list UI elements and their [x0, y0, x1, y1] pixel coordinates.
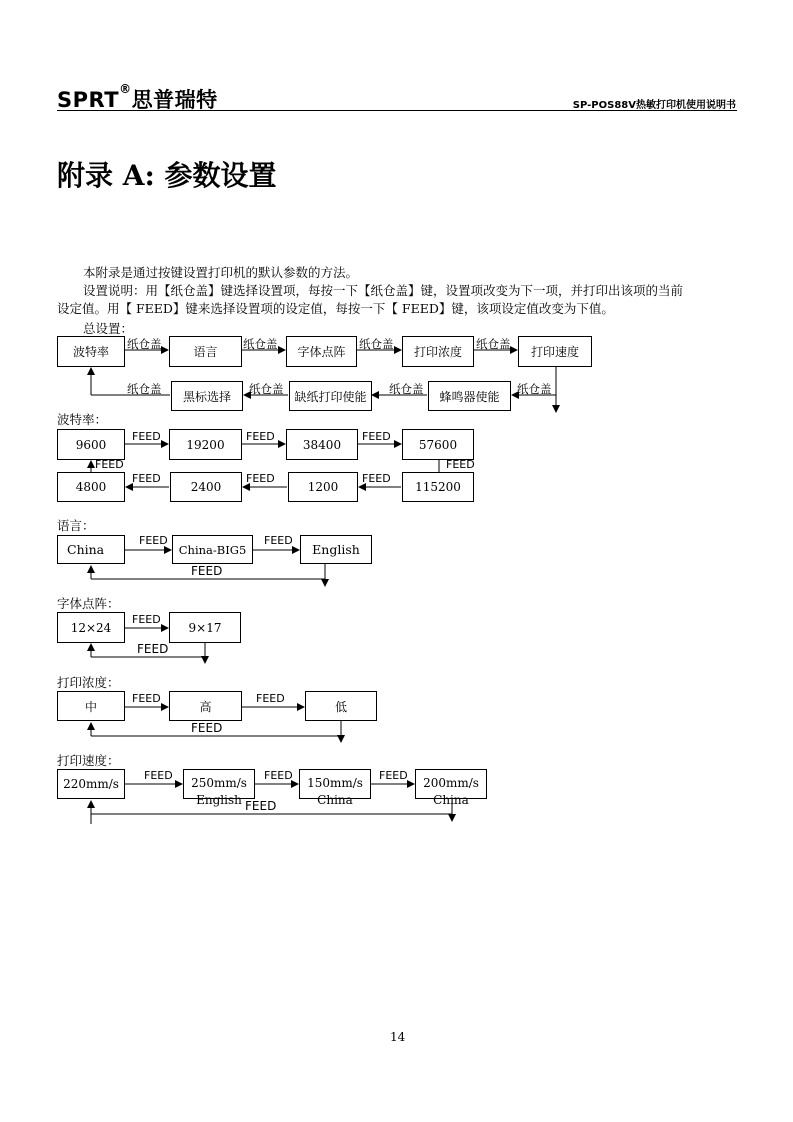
feed-label: FEED: [95, 458, 124, 471]
key-cover-label: 纸仓盖: [359, 337, 394, 351]
baud-38400-box: 38400: [286, 429, 358, 460]
density-high-box: 高: [169, 691, 242, 721]
speed-150-overflow-text: China: [317, 793, 353, 807]
feed-label: FEED: [132, 613, 161, 626]
speed-250-value: 250mm/s: [191, 776, 247, 790]
feed-label: FEED: [139, 534, 168, 547]
density-heading: 打印浓度：: [57, 675, 120, 690]
density-medium-box: 中: [57, 691, 125, 721]
feed-label: FEED: [246, 472, 275, 485]
instruction-line-2: 设定值。用【 FEED】键来选择设置项的设定值，每按一下【 FEED】键，该项设定值改变为下值。: [57, 301, 614, 316]
general-speed-box: 打印速度: [518, 336, 592, 367]
baud-heading: 波特率：: [57, 412, 108, 427]
key-cover-label: 纸仓盖: [389, 382, 424, 396]
baud-19200-box: 19200: [169, 429, 242, 460]
speed-250-overflow-text: English: [196, 793, 242, 807]
speed-heading: 打印速度：: [57, 753, 120, 768]
feed-label: FEED: [132, 692, 161, 705]
baud-4800-box: 4800: [57, 472, 125, 502]
intro-paragraph: 本附录是通过按键设置打印机的默认参数的方法。: [83, 265, 359, 280]
feed-label: FEED: [446, 458, 475, 471]
font-9x17-box: 9×17: [169, 612, 241, 643]
page-title: 附录 A: 参数设置: [57, 159, 277, 192]
feed-label: FEED: [245, 799, 277, 813]
general-paperout-box: 缺纸打印使能: [289, 381, 372, 411]
general-font-box: 字体点阵: [286, 336, 357, 367]
feed-label: FEED: [191, 564, 223, 578]
feed-label: FEED: [362, 472, 391, 485]
page-number: 14: [390, 1030, 406, 1044]
key-cover-label: 纸仓盖: [476, 337, 511, 351]
feed-label: FEED: [379, 769, 408, 782]
speed-220-box: 220mm/s: [57, 769, 125, 799]
feed-label: FEED: [256, 692, 285, 705]
general-blackmark-box: 黑标选择: [171, 381, 243, 411]
feed-label: FEED: [246, 430, 275, 443]
baud-57600-box: 57600: [402, 429, 474, 460]
brand-logo: SPRT®思普瑞特: [57, 82, 218, 112]
key-cover-label: 纸仓盖: [127, 382, 162, 396]
language-china-box: China: [57, 535, 125, 564]
font-heading: 字体点阵：: [57, 596, 120, 611]
feed-label: FEED: [137, 642, 169, 656]
feed-label: FEED: [362, 430, 391, 443]
key-cover-label: 纸仓盖: [127, 337, 162, 351]
general-baud-box: 波特率: [57, 336, 125, 367]
header-divider: [57, 110, 737, 111]
general-density-box: 打印浓度: [402, 336, 474, 367]
speed-200-overflow-text: China: [433, 793, 469, 807]
general-language-box: 语言: [169, 336, 242, 367]
speed-200-box: [415, 769, 487, 807]
language-big5-box: China-BIG5: [172, 535, 253, 564]
general-buzzer-box: 蜂鸣器使能: [428, 381, 511, 411]
key-cover-label: 纸仓盖: [243, 337, 278, 351]
speed-150-box: [299, 769, 371, 807]
feed-label: FEED: [264, 534, 293, 547]
feed-label: FEED: [191, 721, 223, 735]
key-cover-label: 纸仓盖: [249, 382, 284, 396]
header-manual-title: SP-POS88Ⅴ热敏打印机使用说明书: [572, 100, 736, 111]
baud-2400-box: 2400: [170, 472, 242, 502]
general-heading: 总设置：: [83, 321, 134, 336]
feed-label: FEED: [132, 430, 161, 443]
font-12x24-box: 12×24: [57, 612, 125, 643]
feed-label: FEED: [132, 472, 161, 485]
baud-9600-box: 9600: [57, 429, 125, 460]
instruction-line-1: 设置说明：用【纸仓盖】键选择设置项，每按一下【纸仓盖】键，设置项改变为下一项，并打印出该项的当前: [83, 283, 684, 298]
feed-label: FEED: [264, 769, 293, 782]
baud-115200-box: 115200: [402, 472, 474, 502]
speed-200-value: 200mm/s: [423, 776, 479, 790]
baud-1200-box: 1200: [288, 472, 358, 502]
density-low-box: 低: [305, 691, 377, 721]
key-cover-label: 纸仓盖: [517, 382, 552, 396]
speed-250-box: [183, 769, 255, 807]
language-heading: 语言：: [57, 518, 95, 533]
speed-150-value: 150mm/s: [307, 776, 363, 790]
feed-label: FEED: [144, 769, 173, 782]
language-english-box: English: [300, 535, 372, 564]
